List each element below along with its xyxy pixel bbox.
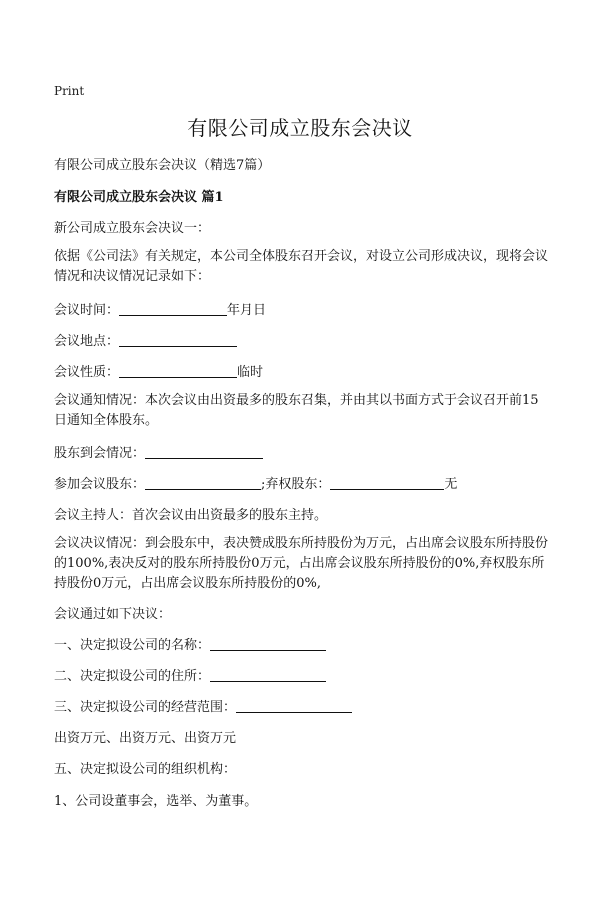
- meeting-nature-suffix: 临时: [237, 365, 264, 380]
- meeting-time-row: [54, 299, 266, 318]
- section-heading: 有限公司成立股东会决议 篇1: [54, 190, 224, 205]
- capital-line: 出资万元、出资万元、出资万元: [54, 731, 237, 746]
- meeting-nature-row: [54, 361, 263, 380]
- meeting-place-blank: [119, 332, 237, 347]
- meeting-place-label: 会议地点：: [54, 334, 120, 349]
- item-2-label: 二、决定拟设公司的住所：: [54, 669, 211, 684]
- participants-blank: [145, 475, 261, 490]
- document-subtitle: 有限公司成立股东会决议（精选7篇）: [54, 158, 271, 173]
- meeting-nature-label: 会议性质：: [54, 365, 120, 380]
- item-2-blank: [210, 667, 326, 682]
- item-1-blank: [210, 636, 326, 651]
- passed-line: 会议通过如下决议：: [54, 607, 172, 622]
- attendance-label: 股东到会情况：: [54, 446, 146, 461]
- notice-paragraph: 会议通知情况：本次会议由出资最多的股东召集，并由其以书面方式于会议召开前15日通知全体股东。: [54, 393, 539, 428]
- meeting-time-suffix: 年月日: [227, 303, 267, 318]
- meeting-place-row: [54, 330, 237, 349]
- sub-item-1-line: 1、公司设董事会，选举、为董事。: [54, 794, 258, 809]
- item-5-line: 五、决定拟设公司的组织机构：: [54, 762, 237, 777]
- abstain-blank: [330, 475, 444, 490]
- item-3-label: 三、决定拟设公司的经营范围：: [54, 700, 237, 715]
- item-3-blank: [236, 698, 352, 713]
- page-title: 有限公司成立股东会决议: [187, 116, 413, 140]
- meeting-time-label: 会议时间：: [54, 303, 120, 318]
- attendance-blank: [145, 444, 263, 459]
- item-3-row: [54, 696, 352, 715]
- abstain-label: ;弃权股东：: [261, 477, 331, 492]
- abstain-suffix: 无: [444, 477, 458, 492]
- participants-row: [54, 473, 457, 492]
- attendance-row: [54, 442, 263, 461]
- item-1-label: 一、决定拟设公司的名称：: [54, 638, 211, 653]
- print-link[interactable]: Print: [54, 84, 85, 98]
- item-2-row: [54, 665, 326, 684]
- basis-paragraph: 依据《公司法》有关规定，本公司全体股东召开会议，对设立公司形成决议，现将会议情况和决议情况记录如下：: [54, 249, 549, 284]
- item-1-row: [54, 634, 326, 653]
- host-line: 会议主持人：首次会议由出资最多的股东主持。: [54, 508, 328, 523]
- meeting-time-blank: [119, 301, 227, 316]
- meeting-nature-blank: [119, 363, 237, 378]
- resolution-paragraph: 会议决议情况：到会股东中，表决赞成股东所持股份为万元，占出席会议股东所持股份的100%,表决反对的股东所持股份0万元，占出席会议股东所持股份的0%,弃权股东所持股份0万元，占出席会议股东所持股份的0%,: [54, 536, 549, 591]
- intro-line: 新公司成立股东会决议一：: [54, 221, 211, 236]
- participants-label: 参加会议股东：: [54, 477, 146, 492]
